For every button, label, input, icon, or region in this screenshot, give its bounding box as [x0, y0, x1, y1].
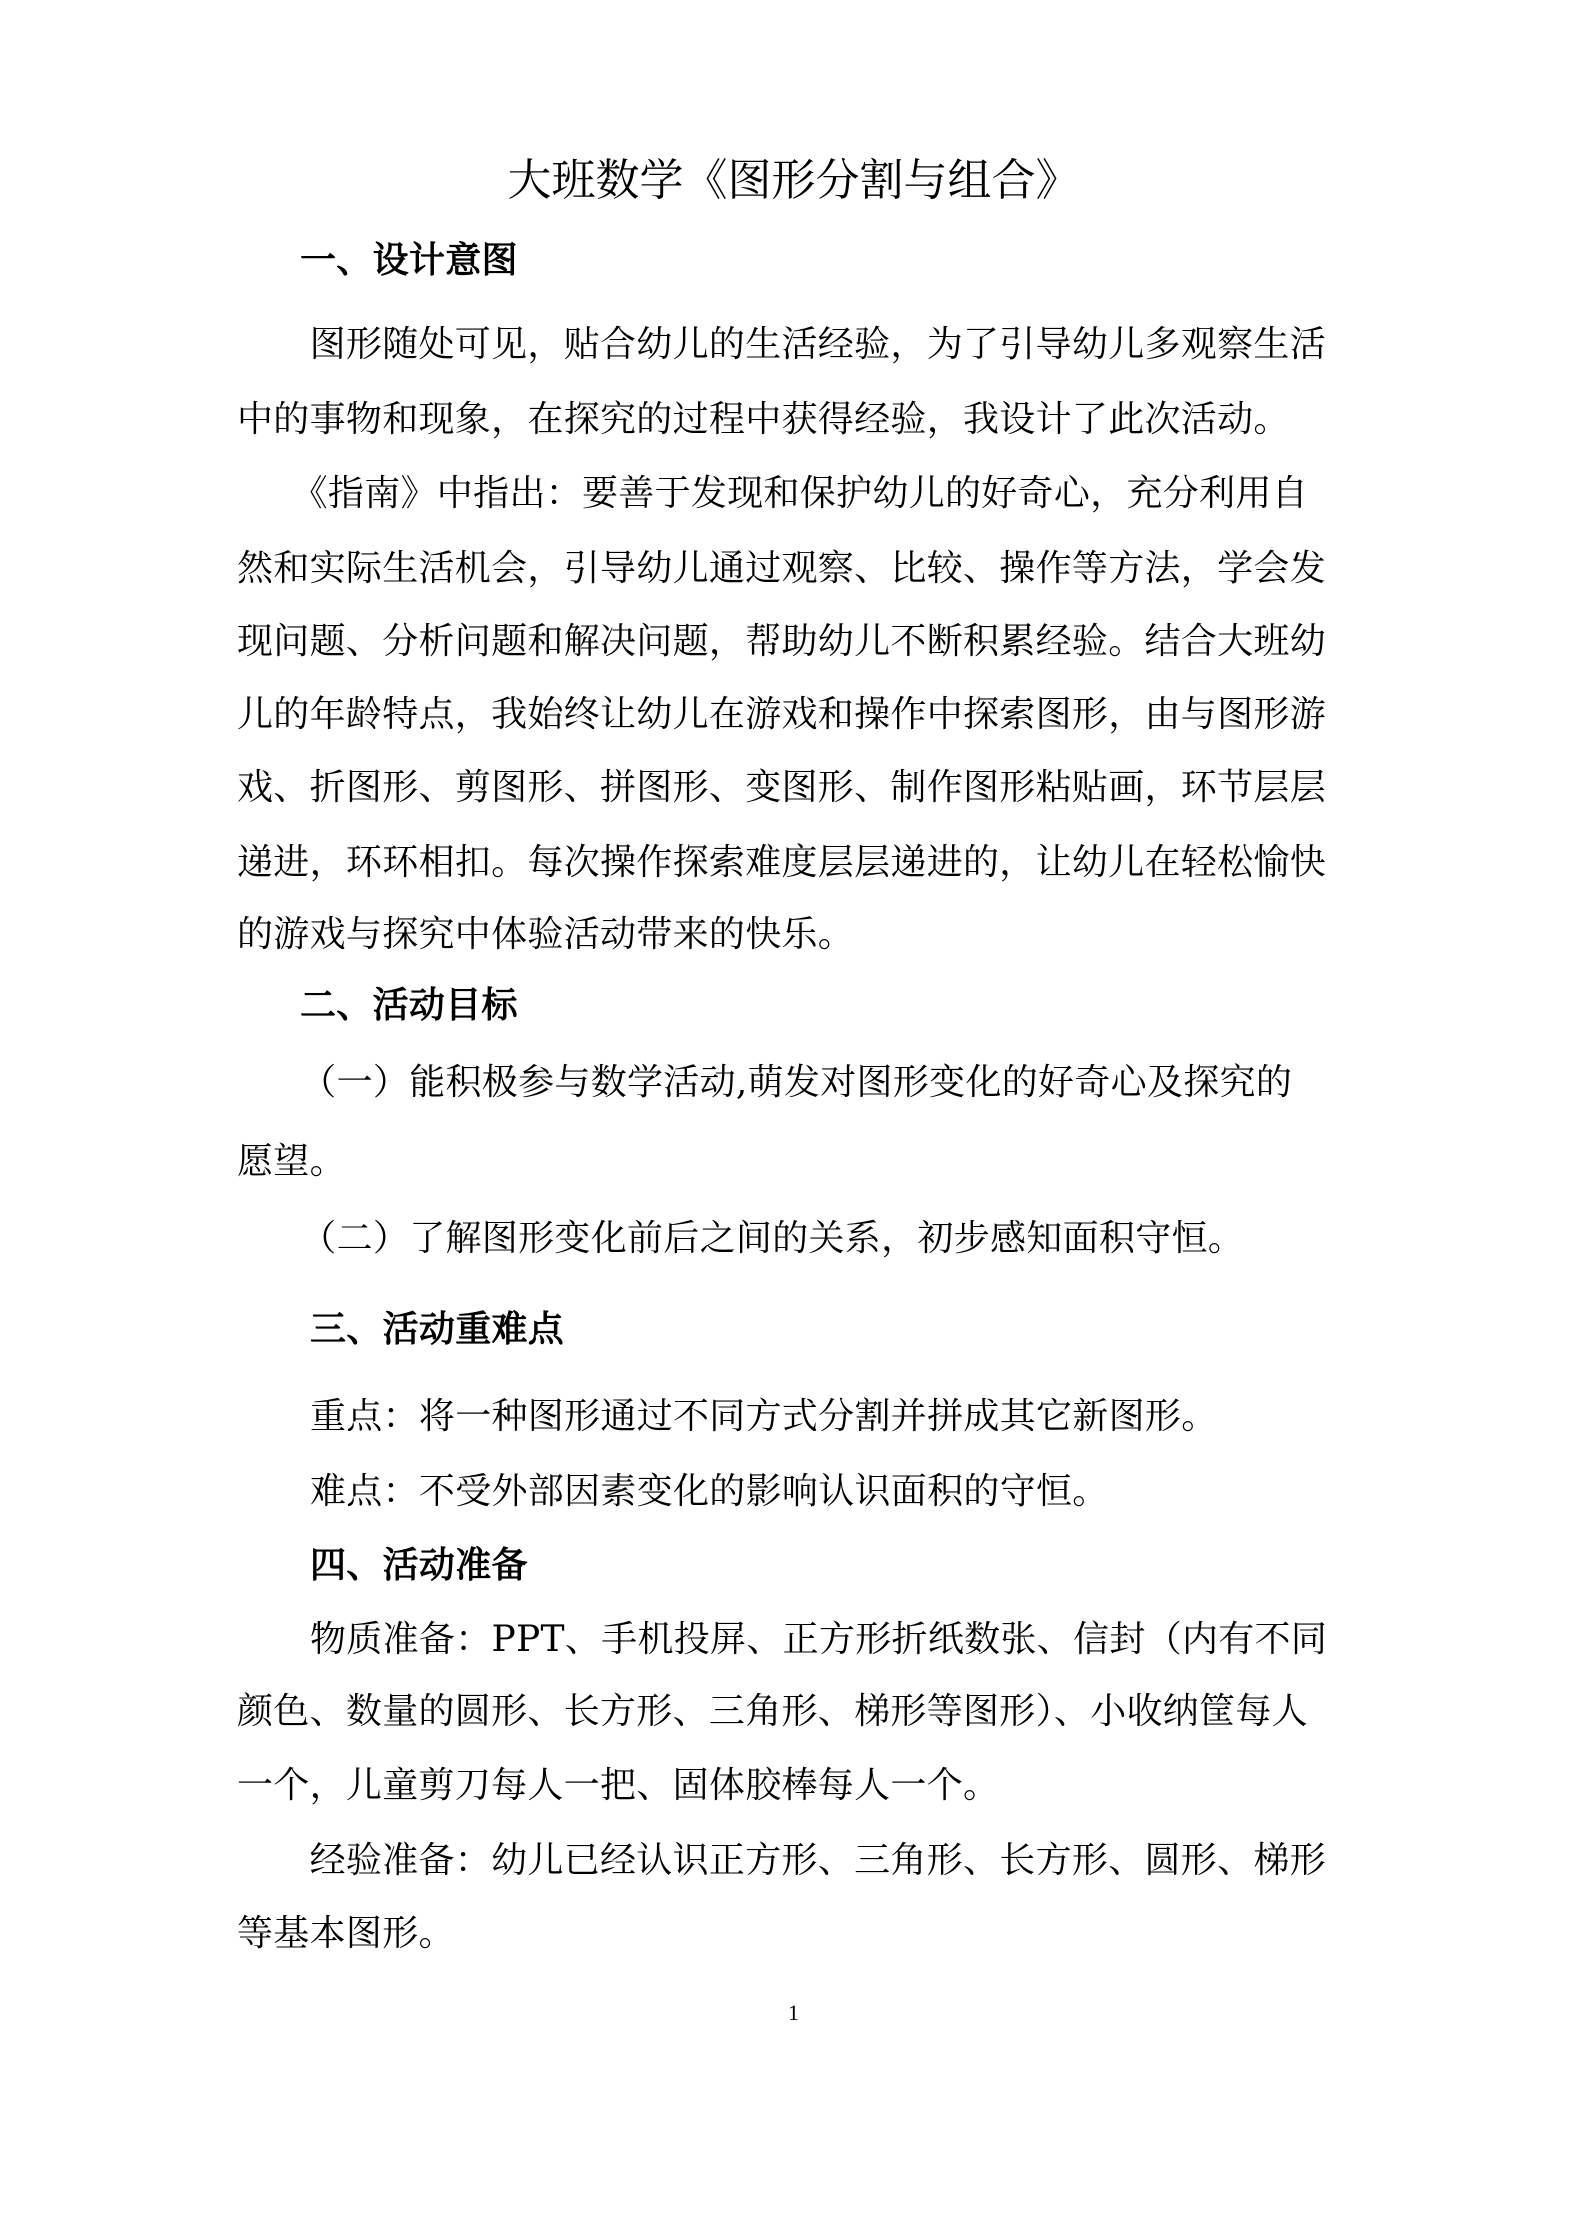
- section-heading-3: 三、活动重难点: [310, 1308, 565, 1350]
- paragraph-line: 一个，儿童剪刀每人一把、固体胶棒每人一个。: [237, 1765, 1000, 1806]
- paragraph-line: 《指南》中指出：要善于发现和保护幼儿的好奇心，充分利用自: [237, 473, 1309, 514]
- document-title: 大班数学《图形分割与组合》: [507, 155, 1080, 206]
- paragraph-line: 颜色、数量的圆形、长方形、三角形、梯形等图形）、小收纳筐每人: [237, 1691, 1309, 1732]
- paragraph-line: （一）能积极参与数学活动,萌发对图形变化的好奇心及探究的: [282, 1062, 1293, 1103]
- paragraph-line: 中的事物和现象，在探究的过程中获得经验，我设计了此次活动。: [237, 399, 1290, 440]
- paragraph-line: 现问题、分析问题和解决问题，帮助幼儿不断积累经验。结合大班幼: [237, 621, 1327, 662]
- paragraph-line: 儿的年龄特点，我始终让幼儿在游戏和操作中探索图形，由与图形游: [237, 694, 1327, 735]
- paragraph-line: 等基本图形。: [237, 1913, 455, 1954]
- section-heading-1: 一、设计意图: [300, 239, 518, 281]
- paragraph-line: （二）了解图形变化前后之间的关系，初步感知面积守恒。: [282, 1218, 1245, 1259]
- section-heading-2: 二、活动目标: [300, 984, 518, 1026]
- paragraph-line: 物质准备：PPT、手机投屏、正方形折纸数张、信封（内有不同: [310, 1619, 1328, 1660]
- page-number: 1: [788, 2000, 799, 2025]
- section-heading-4: 四、活动准备: [310, 1544, 528, 1586]
- paragraph-line: 重点：将一种图形通过不同方式分割并拼成其它新图形。: [310, 1396, 1218, 1437]
- paragraph-line: 经验准备：幼儿已经认识正方形、三角形、长方形、圆形、梯形: [237, 1840, 1327, 1881]
- paragraph-line: 递进，环环相扣。每次操作探索难度层层递进的，让幼儿在轻松愉快: [237, 842, 1327, 883]
- paragraph-line: 难点：不受外部因素变化的影响认识面积的守恒。: [310, 1471, 1109, 1512]
- paragraph-line: 愿望。: [237, 1141, 346, 1182]
- paragraph-line: 的游戏与探究中体验活动带来的快乐。: [237, 914, 855, 955]
- paragraph-line: 然和实际生活机会，引导幼儿通过观察、比较、操作等方法，学会发: [237, 548, 1327, 589]
- paragraph-line: 图形随处可见，贴合幼儿的生活经验，为了引导幼儿多观察生活: [237, 324, 1327, 365]
- paragraph-line: 戏、折图形、剪图形、拼图形、变图形、制作图形粘贴画，环节层层: [237, 767, 1327, 808]
